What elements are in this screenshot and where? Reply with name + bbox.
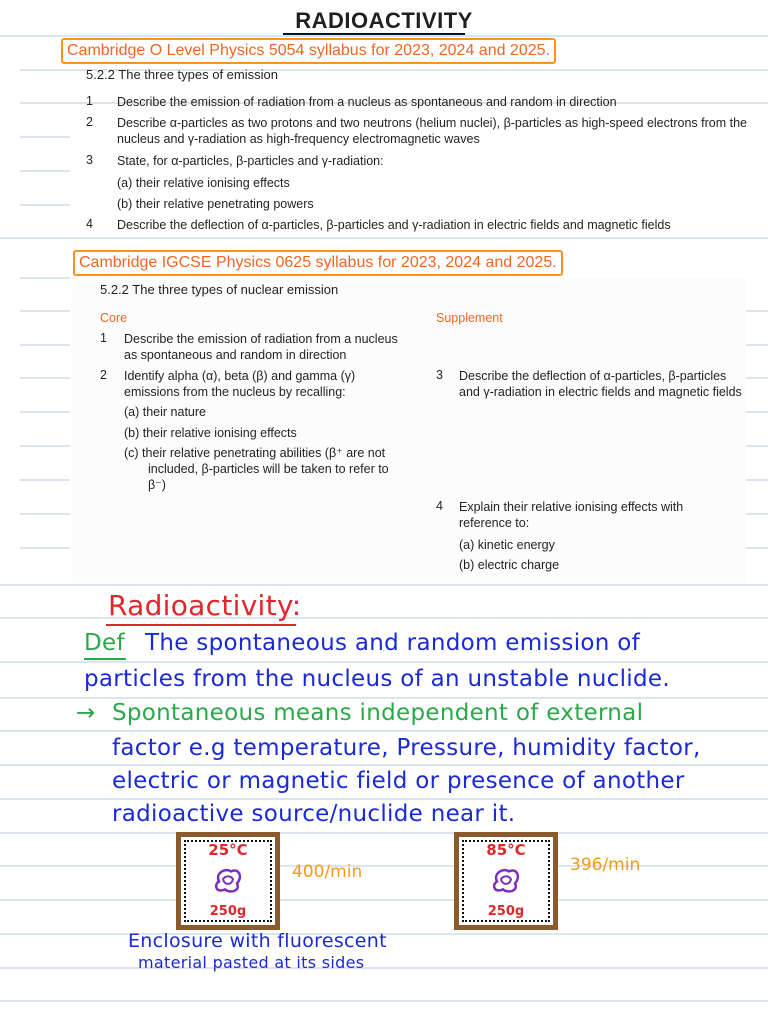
supplement-item-text: Describe the deflection of α-particles, β-particles and γ-radiation in electric fields and magnetic fields	[459, 369, 742, 399]
o-level-header: Cambridge O Level Physics 5054 syllabus for 2023, 2024 and 2025.	[61, 38, 556, 64]
o-level-item-text: Describe α-particles as two protons and two neutrons (helium nuclei), β-particles as high-speed electrons from the nucleus and γ-radiation as high-frequency electromagnetic waves	[117, 116, 747, 146]
supplement-item-num: 4	[436, 499, 443, 513]
o-level-subitem: (a) their relative ionising effects	[117, 176, 290, 190]
sample-temperature: 85°C	[486, 841, 526, 859]
o-level-item-text: Describe the emission of radiation from a nucleus as spontaneous and random in direction	[117, 95, 617, 109]
supplement-item-text: Explain their relative ionising effects with reference to:	[459, 500, 684, 530]
count-rate: 396/min	[570, 855, 641, 875]
core-subitem: (a) their nature	[124, 405, 206, 419]
arrow-icon: →	[76, 700, 96, 726]
o-level-item-num: 4	[86, 217, 93, 231]
core-item-num: 1	[100, 331, 107, 345]
sample-temperature: 25°C	[208, 841, 248, 859]
enclosure-box	[176, 832, 280, 930]
core-item-text: Describe the emission of radiation from a nucleus as spontaneous and random in direction	[124, 332, 398, 362]
o-level-item-text: State, for α-particles, β-particles and γ-radiation:	[117, 154, 384, 168]
o-level-item-num: 2	[86, 115, 93, 129]
note-line-5: electric or magnetic field or presence of another	[112, 768, 685, 794]
note-line-4: factor e.g temperature, Pressure, humidity factor,	[112, 735, 701, 761]
supplement-label: Supplement	[436, 311, 503, 325]
radioactive-sample-icon	[211, 863, 245, 895]
igcse-section-title: 5.2.2 The three types of nuclear emission	[100, 282, 339, 297]
note-line-6: radioactive source/nuclide near it.	[112, 801, 516, 827]
supplement-subitem: (a) kinetic energy	[459, 538, 555, 552]
core-item-text: Identify alpha (α), beta (β) and gamma (γ) emissions from the nucleus by recalling:	[124, 369, 356, 399]
def-line-1: The spontaneous and random emission of	[145, 630, 641, 656]
def-underline	[84, 658, 126, 660]
igcse-header: Cambridge IGCSE Physics 0625 syllabus for 2023, 2024 and 2025.	[73, 250, 563, 276]
o-level-section-title: 5.2.2 The three types of emission	[86, 67, 278, 82]
core-label: Core	[100, 311, 128, 325]
page-title: RADIOACTIVITY	[295, 8, 473, 33]
o-level-subitem: (b) their relative penetrating powers	[117, 197, 314, 211]
count-rate: 400/min	[292, 862, 363, 882]
def-label: Def	[84, 630, 125, 656]
def-line-2: particles from the nucleus of an unstable nuclide.	[84, 666, 670, 692]
caption-line-2: material pasted at its sides	[138, 953, 365, 972]
sample-mass: 250g	[209, 904, 247, 919]
supplement-item-num: 3	[436, 368, 443, 382]
heading-underline	[106, 624, 296, 626]
caption-line-1: Enclosure with fluorescent	[128, 930, 387, 952]
enclosure-box	[454, 832, 558, 930]
radioactive-sample-icon	[489, 863, 523, 895]
o-level-item-text: Describe the deflection of α-particles, β-particles and γ-radiation in electric fields and magnetic fields	[117, 218, 671, 232]
core-subitem: (b) their relative ionising effects	[124, 426, 297, 440]
notes-heading: Radioactivity:	[108, 589, 302, 622]
core-subitem: (c) their relative penetrating abilities (β⁺ are not included, β-particles will be taken to refer to β⁻)	[124, 446, 389, 492]
core-item-num: 2	[100, 368, 107, 382]
o-level-item-num: 3	[86, 153, 93, 167]
supplement-subitem: (b) electric charge	[459, 558, 560, 572]
title-underline	[283, 33, 465, 35]
o-level-item-num: 1	[86, 94, 93, 108]
sample-mass: 250g	[487, 904, 525, 919]
note-line-3: Spontaneous means independent of external	[112, 700, 644, 726]
